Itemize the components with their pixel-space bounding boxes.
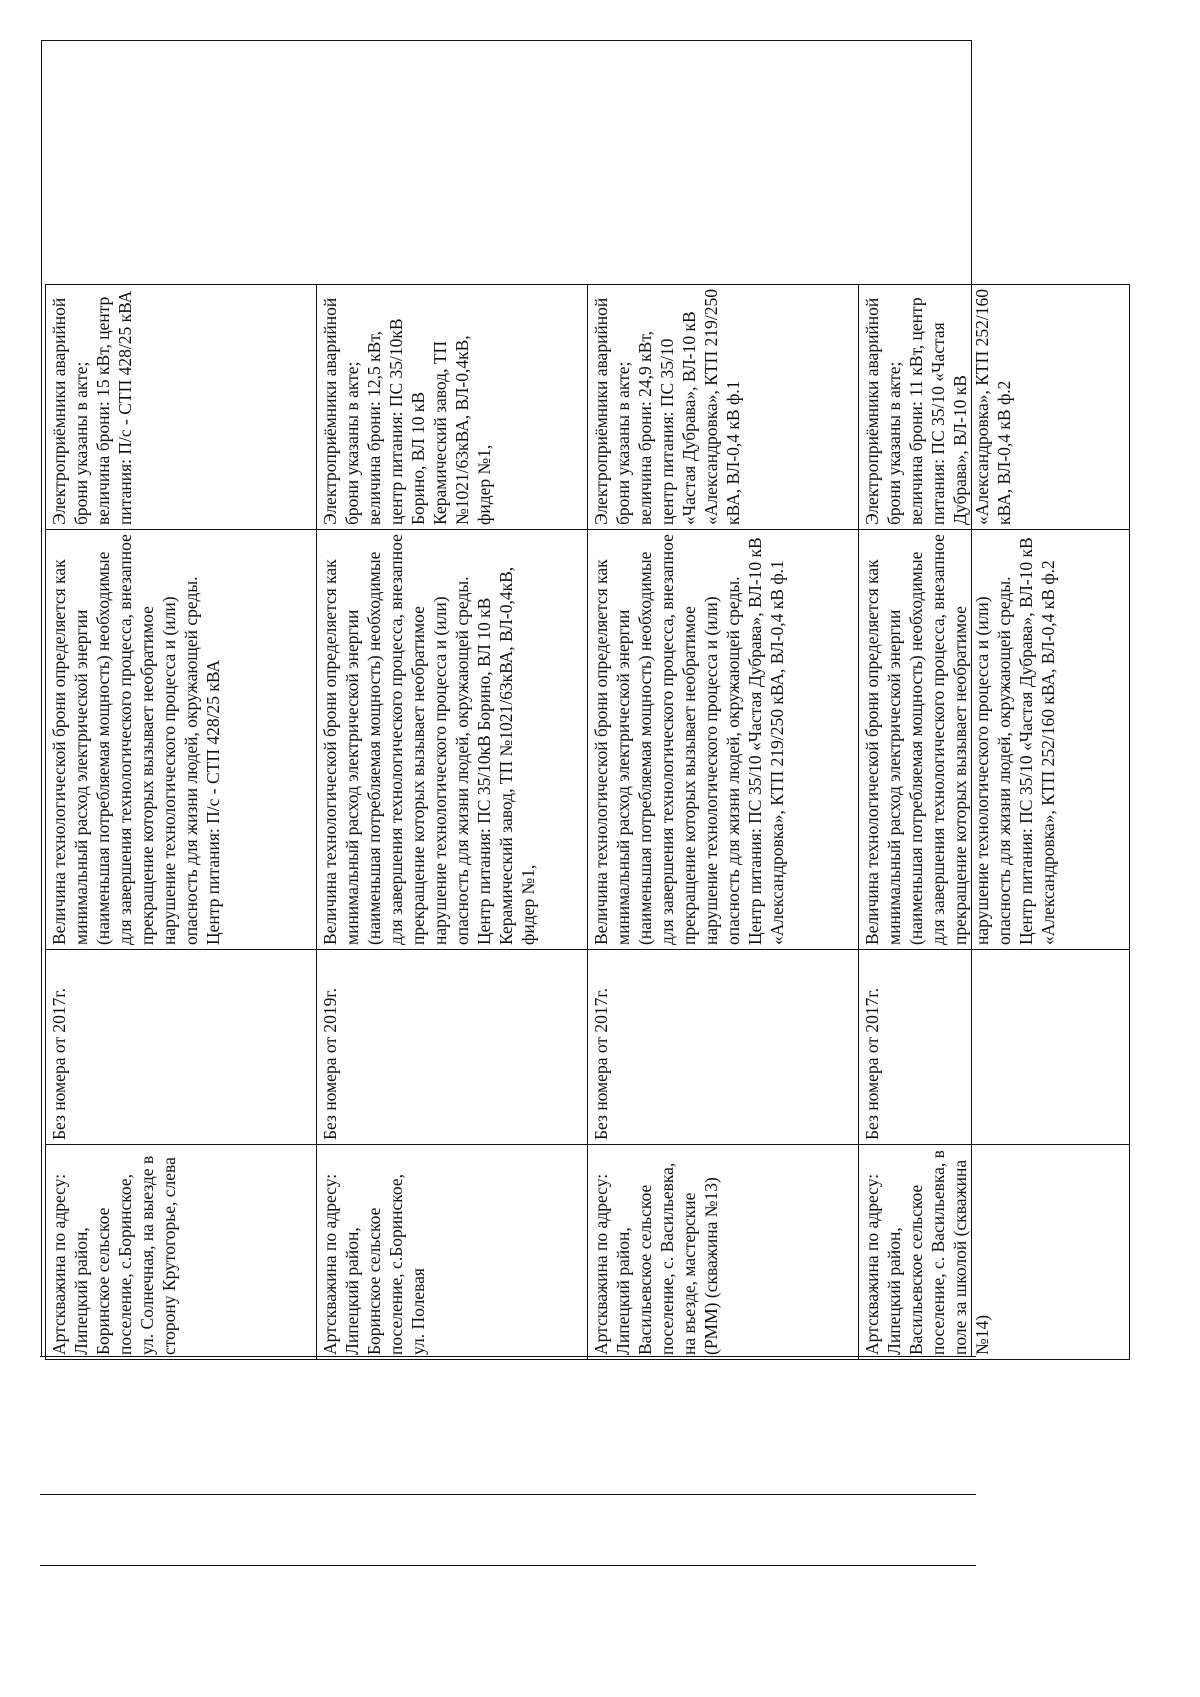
emergency-reservation-cell: Электроприёмники аварийной брони указаны в акте; величина брони: 12,5 кВт, центр питания: ПС 35/10кВ Борино, ВЛ 10 кВ Керамический завод, ТП №1021/63кВА, ВЛ-0,4кВ, фидер №1, (317, 285, 588, 530)
divider-line (40, 1494, 976, 1495)
rotated-table-area (45, 40, 1058, 1360)
blank-cell (588, 40, 859, 285)
object-address-cell: Артскважина по адресу: Липецкий район, Васильевское сельское поселение, с. Васильевка, на въезде, мастерские (РММ) (скважина №13) (588, 1145, 859, 1360)
technological-reservation-cell: Величина технологической брони определяется как минимальный расход электрической энергии (наименьшая потребляемая мощность) необходимые для завершения технологического процесса, внезапное прекращение которых вызывает необратимое нарушение технологического процесса и (или) опасность для жизни людей, окружающей среды. Центр питания: ПС 35/10 «Частая Дубрава», ВЛ-10 кВ «Александровка», КТП 219/250 кВА, ВЛ-0,4 кВ ф.1 (588, 530, 859, 950)
emergency-reservation-cell: Электроприёмники аварийной брони указаны в акте; величина брони: 24,9 кВт, центр питания: ПС 35/10 «Частая Дубрава», ВЛ-10 кВ «Александровка», КТП 219/250 кВА, ВЛ-0,4 кВ ф.1 (588, 285, 859, 530)
act-number-cell: Без номера от 2017г. (859, 950, 1130, 1145)
object-address-cell: Артскважина по адресу: Липецкий район, Васильевское сельское поселение, с. Васильевка, в поле за школой (скважина №14) (859, 1145, 1130, 1360)
act-number-cell: Без номера от 2017г. (46, 950, 317, 1145)
emergency-reservation-cell: Электроприёмники аварийной брони указаны в акте; величина брони: 15 кВт, центр питания: П/с - СТП 428/25 кВА (46, 285, 317, 530)
blank-cell (46, 40, 317, 285)
technological-reservation-cell: Величина технологической брони определяется как минимальный расход электрической энергии (наименьшая потребляемая мощность) необходимые для завершения технологического процесса, внезапное прекращение которых вызывает необратимое нарушение технологического процесса и (или) опасность для жизни людей, окружающей среды. Центр питания: П/с - СТП 428/25 кВА (46, 530, 317, 950)
technological-reservation-cell: Величина технологической брони определяется как минимальный расход электрической энергии (наименьшая потребляемая мощность) необходимые для завершения технологического процесса, внезапное прекращение которых вызывает необратимое нарушение технологического процесса и (или) опасность для жизни людей, окружающей среды. Центр питания: ПС 35/10 «Частая Дубрава», ВЛ-10 кВ «Александровка», КТП 252/160 кВА, ВЛ-0,4 кВ ф.2 (859, 530, 1130, 950)
table-row (46, 40, 317, 1360)
act-number-cell: Без номера от 2019г. (317, 950, 588, 1145)
blank-cell (317, 40, 588, 285)
divider-line (40, 1356, 976, 1357)
reservation-table (45, 40, 1130, 1361)
blank-cell (859, 40, 1130, 285)
table-row (317, 40, 588, 1360)
object-address-cell: Артскважина по адресу: Липецкий район, Боринское сельское поселение, с.Боринское, ул. Полевая (317, 1145, 588, 1360)
emergency-reservation-cell: Электроприёмники аварийной брони указаны в акте; величина брони: 11 кВт, центр питания: ПС 35/10 «Частая Дубрава», ВЛ-10 кВ «Александровка», КТП 252/160 кВА, ВЛ-0,4 кВ ф.2 (859, 285, 1130, 530)
act-number-cell: Без номера от 2017г. (588, 950, 859, 1145)
technological-reservation-cell: Величина технологической брони определяется как минимальный расход электрической энергии (наименьшая потребляемая мощность) необходимые для завершения технологического процесса, внезапное прекращение которых вызывает необратимое нарушение технологического процесса и (или) опасность для жизни людей, окружающей среды. Центр питания: ПС 35/10кВ Борино, ВЛ 10 кВ Керамический завод, ТП №1021/63кВА, ВЛ-0,4кВ, фидер №1, (317, 530, 588, 950)
table-row (588, 40, 859, 1360)
object-address-cell: Артскважина по адресу: Липецкий район, Боринское сельское поселение, с.Боринское, ул. Солнечная, на выезде в сторону Крутогорье, слева (46, 1145, 317, 1360)
table-row (859, 40, 1130, 1360)
divider-line (40, 1565, 976, 1566)
